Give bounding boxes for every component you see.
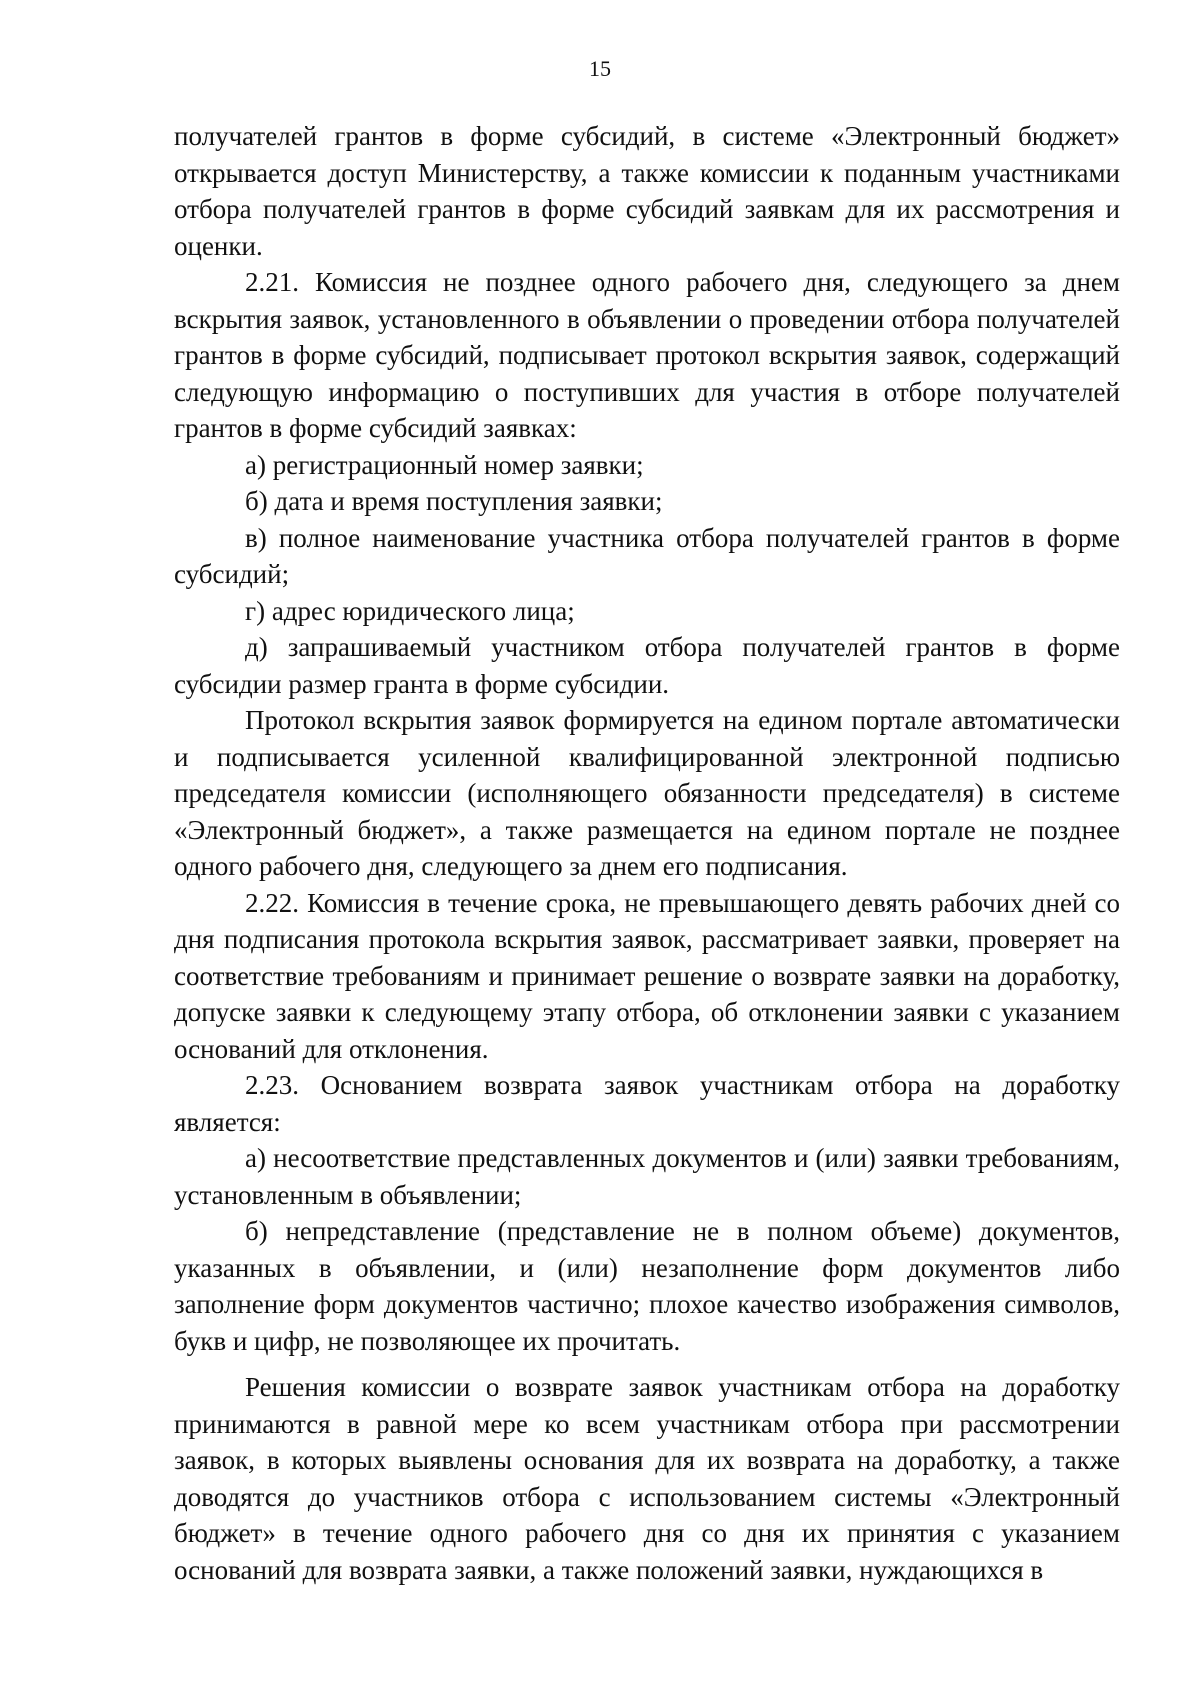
- list-item-b: б) дата и время поступления заявки;: [245, 486, 663, 516]
- paragraph-2-21: 2.21. Комиссия не позднее одного рабочего дня, следующего за днем вскрытия заявок, установленного в объявлении о проведении отбора получателей грантов в форме субсидий, подписывает протокол вскрытия заявок, содержащий следующую информацию о поступивших для участия в отборе получателей грантов в форме субсидий заявках:: [174, 267, 1120, 443]
- paragraph-protocol: Протокол вскрытия заявок формируется на едином портале автоматически и подписывается усиленной квалифицированной электронной подписью председателя комиссии (исполняющего обязанности председателя) в системе «Электронный бюджет», а также размещается на едином портале не позднее одного рабочего дня, следующего за днем его подписания.: [174, 705, 1120, 881]
- paragraph-2-22: 2.22. Комиссия в течение срока, не превышающего девять рабочих дней со дня подписания протокола вскрытия заявок, рассматривает заявки, проверяет на соответствие требованиям и принимает решение о возврате заявки на доработку, допуске заявки к следующему этапу отбора, об отклонении заявки с указанием оснований для отклонения.: [174, 887, 1120, 1064]
- list-item-d: д) запрашиваемый участником отбора получателей грантов в форме субсидии размер гранта в форме субсидии.: [174, 632, 1120, 699]
- paragraph-2-23: 2.23. Основанием возврата заявок участникам отбора на доработку является:: [174, 1070, 1120, 1137]
- list-item-return-b: б) непредставление (представление не в полном объеме) документов, указанных в объявлении, и (или) незаполнение форм документов либо заполнение форм документов частично; плохое качество изображения символов, букв и цифр, не позволяющее их прочитать.: [174, 1216, 1120, 1356]
- paragraph-decisions: Решения комиссии о возврате заявок участникам отбора на доработку принимаются в равной мере ко всем участникам отбора при рассмотрении заявок, в которых выявлены основания для их возврата на доработку, а также доводятся до участников отбора с использованием системы «Электронный бюджет» в течение одного рабочего дня со дня их принятия с указанием оснований для возврата заявки, а также положений заявки, нуждающихся в: [174, 1372, 1120, 1585]
- list-item-return-a: а) несоответствие представленных документов и (или) заявки требованиям, установленным в объявлении;: [174, 1143, 1120, 1210]
- document-body: [174, 118, 1120, 1588]
- list-item-v: в) полное наименование участника отбора получателей грантов в форме субсидий;: [174, 522, 1120, 589]
- page-number: 15: [589, 56, 611, 81]
- list-item-a: а) регистрационный номер заявки;: [245, 449, 644, 480]
- list-item-g: г) адрес юридического лица;: [245, 595, 575, 626]
- paragraph-continuation: получателей грантов в форме субсидий, в системе «Электронный бюджет» открывается доступ Министерству, а также комиссии к поданным участниками отбора получателей грантов в форме субсидий заявкам для их рассмотрения и оценки.: [174, 121, 1120, 261]
